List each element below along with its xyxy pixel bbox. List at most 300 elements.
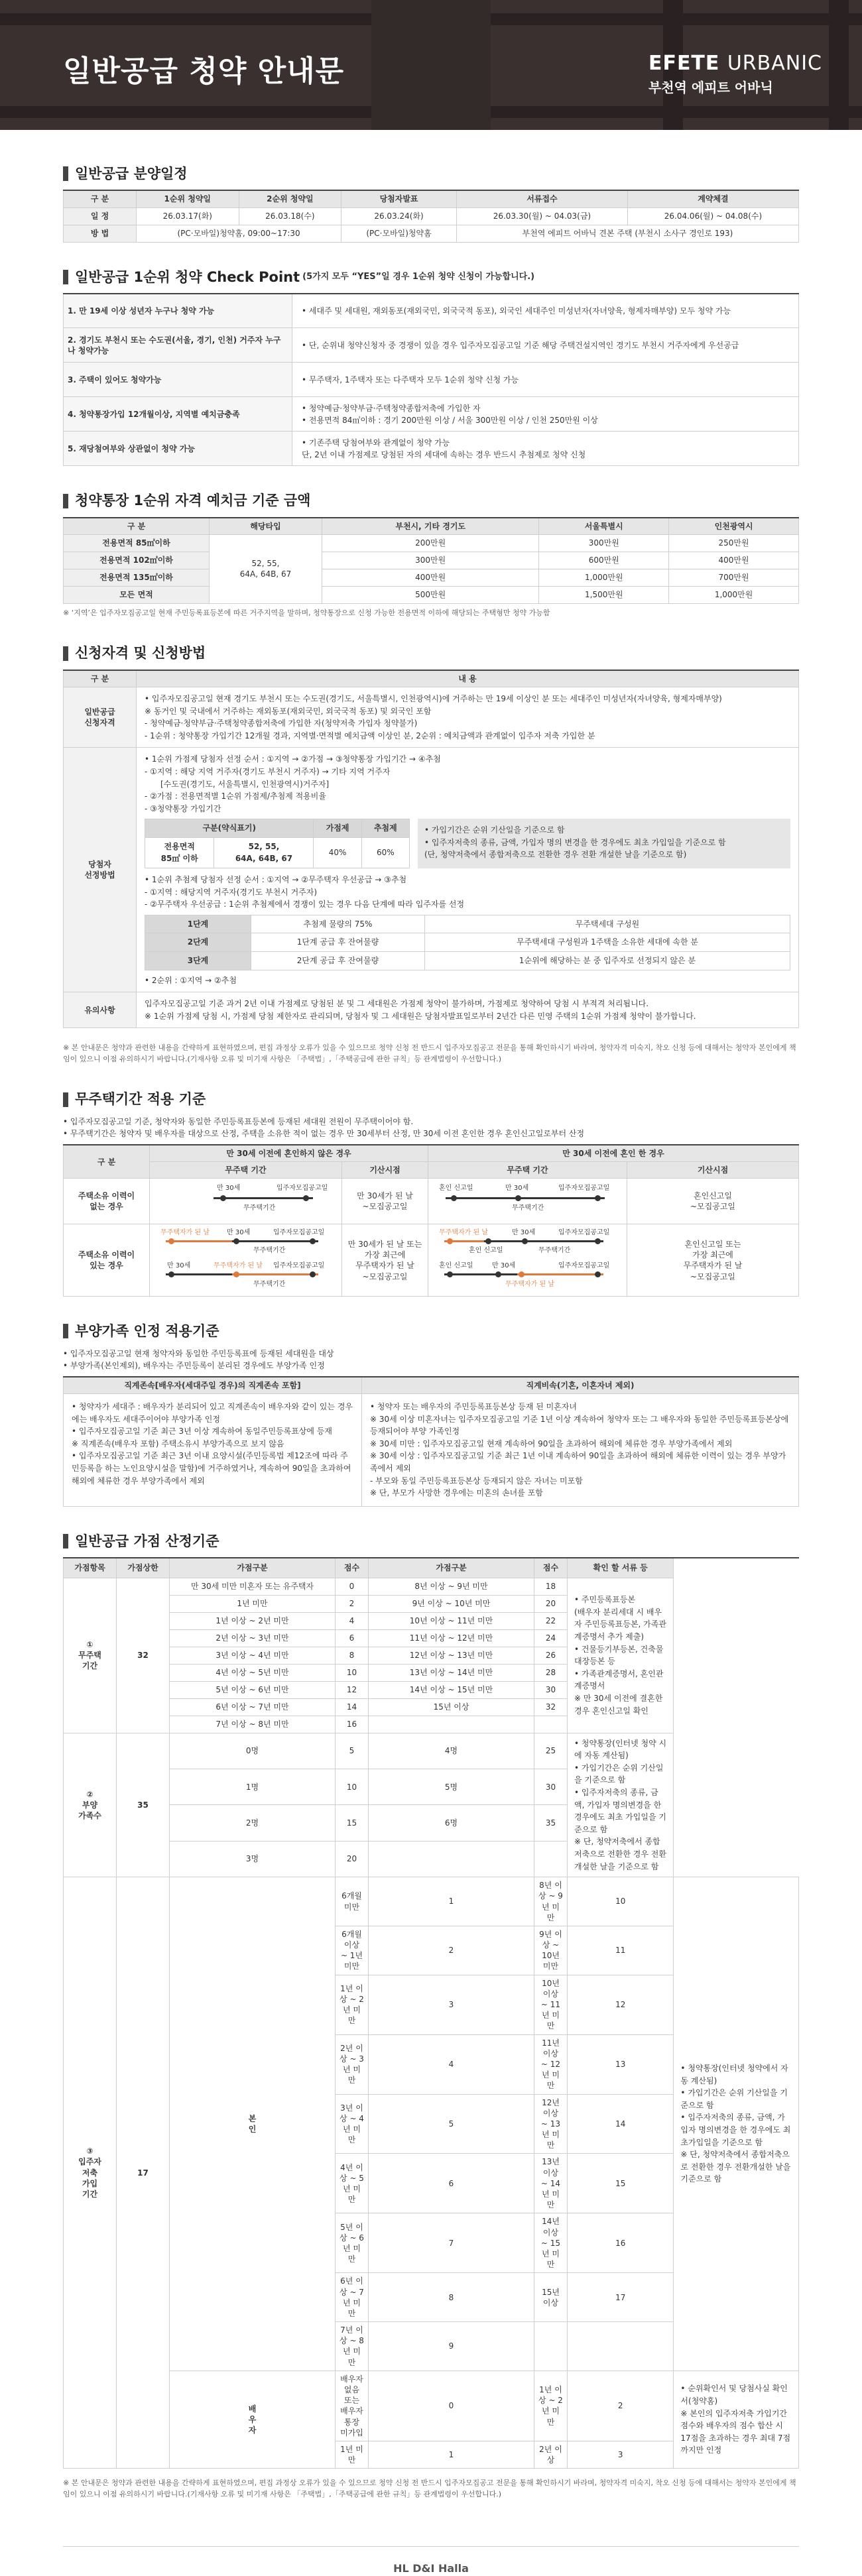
check-label: 2. 경기도 부천시 또는 수도권(서울, 경기, 인천) 거주자 누구나 청약가능: [64, 328, 292, 363]
schedule-title: 일반공급 분양일정: [75, 166, 188, 182]
deposit-header: 해당타입: [210, 518, 322, 535]
text-line: 입주자모집공고일 기준 과거 2년 이내 가점제로 당첨된 분 및 그 세대원은 가점제 청약이 불가하며, 가점제로 청약하여 당첨 시 부적격 처리됩니다.: [145, 999, 649, 1009]
timeline-label: 만 30세: [505, 1185, 529, 1193]
timeline-label: 무주택자가 된 날: [439, 1229, 488, 1237]
cell: 4명: [369, 1733, 534, 1769]
cell: 1,000만원: [539, 569, 669, 586]
cell: 17: [568, 2273, 674, 2322]
req-content: [137, 992, 799, 1028]
check-label: 5. 재당첨여부와 상관없이 청약 가능: [64, 432, 292, 466]
score-title: 일반공급 가점 산정기준: [75, 1533, 219, 1549]
cell: 15년 이상: [534, 2273, 568, 2322]
cell: 만 30세 미만 미혼자 또는 유주택자: [170, 1578, 336, 1595]
ratio-table: [145, 819, 410, 868]
cell: 24: [534, 1629, 568, 1647]
cell: 1년 이상 ~ 2년 미만: [336, 1975, 369, 2034]
text-line: • 주민등록표등본: [574, 1595, 636, 1605]
cell: 500만원: [322, 586, 539, 603]
cell: 8년 이상 ~ 9년 미만: [369, 1578, 534, 1595]
timeline-label: 만 30세: [512, 1229, 536, 1237]
section-bar: [63, 646, 68, 661]
table-row: [64, 586, 799, 603]
cell: 12: [336, 1681, 369, 1698]
timeline-label: 무주택기간: [253, 1247, 286, 1255]
cell: [534, 2322, 568, 2371]
deposit-header: 구 분: [64, 518, 210, 535]
check-body: • 세대주 및 세대원, 재외동포(재외국민, 외국국적 동포), 외국인 세대주인 미성년자(자녀양육, 형제자매부양) 모두 청약 가능: [292, 294, 799, 328]
sub-label: 본 인: [170, 1877, 336, 2371]
req-header: 내 용: [137, 670, 799, 687]
row-label: 유의사항: [64, 992, 137, 1028]
table-row: [64, 1664, 799, 1681]
check-body: • 기존주택 당첨여부와 관계없이 청약 가능 단, 2년 이내 가점제로 당첨된 자의 세대에 속하는 경우 반드시 추첨제로 청약 신청: [292, 432, 799, 466]
table-row: [64, 534, 799, 552]
score-header: 가점항목: [64, 1558, 117, 1578]
cell: 13년 이상 ~ 14년 미만: [534, 2154, 568, 2213]
score-header: 가점상한: [117, 1558, 170, 1578]
cell: 30: [534, 1681, 568, 1698]
cell: 2: [369, 1926, 534, 1975]
cell: 30: [534, 1769, 568, 1805]
timeline: [150, 1224, 342, 1297]
brand-ko: 부천역 에피트 어바닉: [648, 79, 773, 95]
text-line: • 입주자모집공고일 현재 경기도 부천시 또는 수도권(경기도, 서울특별시, 인천광역시)에 거주하는 만 19세 이상인 분 또는 세대주인 미성년자(자녀양육, 형제자매부양): [145, 693, 722, 703]
cell: 400만원: [669, 552, 799, 569]
cell: 6명: [369, 1805, 534, 1841]
cell: 1,500만원: [539, 586, 669, 603]
table-row: [64, 1224, 799, 1297]
cell: 1년 이상 ~ 2년 미만: [170, 1612, 336, 1629]
dependents-section: [63, 1322, 799, 1506]
cell: 1,000만원: [669, 586, 799, 603]
cell: 8: [336, 1647, 369, 1664]
table-row: [145, 915, 790, 933]
cell: 배우자 없음 또는 배우자 통장 미가입: [336, 2371, 369, 2441]
cell: (PC·모바일)청약홈: [341, 225, 457, 242]
cell: 8년 이상 ~ 9년 미만: [534, 1877, 568, 1926]
group-max: 32: [117, 1578, 170, 1733]
cell: 2년 이상 ~ 3년 미만: [336, 2034, 369, 2094]
section-bar: [63, 1324, 68, 1338]
cell: 9: [369, 2322, 534, 2371]
dep-left: [64, 1394, 362, 1507]
text-line: - 청약예금·청약부금·주택청약종합저축에 가입한 자(청약저축 가입자 청약불가): [145, 719, 418, 729]
group-max: 17: [117, 1877, 170, 2469]
table-row: [64, 1179, 799, 1224]
text-line: ※ 30세 미만 : 입주자모집공고일 현재 계속하여 90일을 초과하여 해외에 체류한 경우 부양가족에서 제외: [370, 1438, 733, 1448]
cell: 0: [336, 1578, 369, 1595]
cell: [568, 2322, 674, 2371]
text-line: ※ 본인의 입주자저축 가입기간 점수와 배우자의 점수 합산 시 17점을 초과하는 경우 최대 7점까지만 인정: [680, 2408, 791, 2455]
cell: 20: [336, 1841, 369, 1877]
text-line: (단, 청약저축에서 종합저축으로 전환한 경우 전환 개설한 날을 기준으로 함): [424, 850, 687, 860]
cell: 25: [534, 1733, 568, 1769]
cell: 28: [534, 1664, 568, 1681]
steps-table: [145, 915, 790, 970]
text-line: • 2순위 : ①지역 → ②추첨: [145, 975, 237, 985]
score-section: [63, 1532, 799, 2500]
score-table: [63, 1557, 799, 2469]
timeline-label: 무주택자가 된 날: [160, 1229, 210, 1237]
text-line: ※ 1순위 가점제 당첨 시, 가점제 당첨 제한자로 관리되며, 당첨자 및 그 세대원은 당첨자발표일로부터 2년간 다른 민영 주택의 1순위 가점제 청약이 불가합니다.: [145, 1011, 696, 1021]
cell: 6: [369, 2154, 534, 2213]
text-line: - ③청약통장 가입기간: [145, 803, 221, 813]
cell: 만 30세가 된 날 ~모집공고일: [342, 1179, 428, 1224]
cell: 무주택세대 구성원과 1주택을 소유한 세대에 속한 분: [424, 933, 790, 952]
row-label: 주택소유 이력이 있는 경우: [64, 1224, 150, 1297]
deposit-note: ※ ‘지역’은 입주자모집공고일 현재 주민등록표등본에 따른 거주지역을 말하며, 청약통장으로 신청 가능한 전용면적 이하에 해당되는 주택형만 청약 가능함: [63, 608, 550, 617]
ratio-header: 추첨제: [361, 819, 409, 838]
text-line: ※ 단, 부모가 사망한 경우에는 미혼의 손녀를 포함: [370, 1488, 543, 1498]
cell: 만 30세가 된 날 또는 가장 최근에 무주택자가 된 날 ~모집공고일: [342, 1224, 428, 1297]
deposit-header: 부천시, 기타 경기도: [322, 518, 539, 535]
req-content: [137, 687, 799, 747]
table-row: [64, 294, 799, 328]
text-line: ※ 30세 이상 미혼자녀는 입주자모집공고일 기준 1년 이상 계속하여 청약자 또는 그 배우자와 동일한 주민등록표등본상에 등재되어야 부양 가족인정: [370, 1414, 789, 1436]
sub-label: 배 우 자: [170, 2371, 336, 2469]
cell: 6년 이상 ~ 7년 미만: [170, 1698, 336, 1716]
cell: 11: [568, 1926, 674, 1975]
cell: 7년 이상 ~ 8년 미만: [336, 2322, 369, 2371]
cell: 0명: [170, 1733, 336, 1769]
cell: 14년 이상 ~ 15년 미만: [369, 1681, 534, 1698]
text-line: • 부양가족(본인제외), 배우자는 주민등록이 분리된 경우에도 부양가족 인정: [63, 1361, 325, 1371]
cell: 10년 이상 ~ 11년 미만: [369, 1612, 534, 1629]
dependents-table: [63, 1376, 799, 1507]
nh-header: 만 30세 이전에 혼인하지 않은 경우: [150, 1145, 428, 1162]
text-line: ※ 직계존속(배우자 포함) 주택소유시 부양가족으로 보지 않음: [72, 1438, 284, 1448]
schedule-header: 당첨자발표: [341, 190, 457, 207]
cell: 35: [534, 1805, 568, 1841]
timeline: [150, 1179, 342, 1224]
cell: 1명: [170, 1769, 336, 1805]
deposit-section: [63, 491, 799, 618]
nh-header: 만 30세 이전에 혼인 한 경우: [428, 1145, 799, 1162]
text-line: • 가입기간은 순위 기산일을 기준으로 함: [424, 825, 565, 835]
cell: 20: [534, 1595, 568, 1612]
check-body: • 청약예금·청약부금·주택청약종합저축에 가입한 자 • 전용면적 84㎡이하 : 경기 200만원 이상 / 서울 300만원 이상 / 인천 250만원 이상: [292, 397, 799, 432]
cell: 14년 이상 ~ 15년 미만: [534, 2213, 568, 2273]
group-label: ② 부양 가족수: [64, 1733, 117, 1877]
header-banner: [0, 0, 862, 130]
cell: 11년 이상 ~ 12년 미만: [534, 2034, 568, 2094]
timeline-label: 무주택자가 된 날: [214, 1262, 263, 1270]
text-line: • 입주자모집공고일 기준, 청약자와 동일한 주민등록표등본에 등재된 세대원 전원이 무주택이어야 함.: [63, 1116, 414, 1126]
check-body: • 무주택자, 1주택자 또는 다주택자 모두 1순위 청약 신청 가능: [292, 363, 799, 397]
timeline-label: 혼인 신고일: [439, 1185, 473, 1193]
cell: 11년 이상 ~ 12년 미만: [369, 1629, 534, 1647]
cell: 2: [568, 2371, 674, 2441]
cell: 10: [568, 1877, 674, 1926]
table-row: [64, 1877, 799, 1926]
checkpoint-section: [63, 268, 799, 467]
table-row: [64, 1769, 799, 1805]
timeline-label: 혼인 신고일: [439, 1262, 473, 1270]
cell: 3: [369, 1975, 534, 2034]
text-line: ※ 단, 청약저축에서 종합저축으로 전환한 경우 전환개설한 날을 기준으로 함: [680, 2150, 791, 2184]
cell: 600만원: [539, 552, 669, 569]
nh-header: 기산시점: [342, 1162, 428, 1179]
brand-en: EFETE: [648, 52, 720, 75]
schedule-header: 계약체결: [627, 190, 798, 207]
cell: 5명: [369, 1769, 534, 1805]
cell: 10: [336, 1664, 369, 1681]
timeline-label: 만 30세: [167, 1262, 191, 1270]
check-label: 1. 만 19세 이상 성년자 누구나 청약 가능: [64, 294, 292, 328]
cell: 6: [336, 1629, 369, 1647]
ratio-types: 52, 55, 64A, 64B, 67: [214, 837, 314, 868]
section-bar: [63, 1092, 68, 1107]
deposit-header: 서울특별시: [539, 518, 669, 535]
table-row: [145, 952, 790, 970]
schedule-table: [63, 190, 799, 242]
cell: 1단계 공급 후 잔여물량: [251, 933, 425, 952]
section-bar: [63, 270, 68, 284]
table-row: [145, 933, 790, 952]
text-line: • 가족관계증명서, 혼인관계증명서: [574, 1669, 664, 1691]
timeline-label: 입주자모집공고일: [273, 1229, 325, 1237]
checkpoint-subtitle: (5가지 모두 “YES”일 경우 1순위 청약 신청이 가능합니다.): [302, 271, 535, 282]
cell: 13: [568, 2034, 674, 2094]
ratio-value: 40%: [314, 837, 361, 868]
table-row: [64, 1733, 799, 1769]
timeline-label: 입주자모집공고일: [558, 1185, 610, 1193]
cell: 1년 이상 ~ 2년 미만: [534, 2371, 568, 2441]
dependents-title: 부양가족 인정 적용기준: [75, 1323, 219, 1340]
timeline-label: 만 30세: [227, 1229, 251, 1237]
table-row: [64, 432, 799, 466]
cell: 700만원: [669, 569, 799, 586]
docs-cell: [568, 1578, 674, 1733]
timeline-label: 무주택자가 된 날: [505, 1281, 554, 1289]
cell: 26.03.30(월) ~ 04.03(금): [456, 207, 627, 225]
cell: 15: [336, 1805, 369, 1841]
cell: 8: [369, 2273, 534, 2322]
cell: 0: [369, 2371, 534, 2441]
timeline-label: 무주택기간: [512, 1204, 544, 1212]
table-row: [64, 1394, 799, 1507]
text-line: • 입주자저축의 종류, 금액, 가입자 명의 변경을 한 경우에도 최초 가입일을 기준으로 함: [424, 837, 726, 847]
table-row: [64, 1612, 799, 1629]
cell: 3: [568, 2441, 674, 2468]
cell: 6개월 이상 ~ 1년 미만: [336, 1926, 369, 1975]
nohouse-section: [63, 1090, 799, 1297]
cell: 300만원: [322, 552, 539, 569]
cell: 15: [568, 2154, 674, 2213]
docs-cell: [674, 2371, 799, 2469]
nh-header: 무주택 기간: [428, 1162, 627, 1179]
table-row: [64, 363, 799, 397]
ratio-label: 전용면적 85㎡ 이하: [145, 837, 214, 868]
row-label: 전용면적 102㎡이하: [64, 552, 210, 569]
cell: 32: [534, 1698, 568, 1716]
text-line: ※ 30세 이상 : 입주자모집공고일 기준 최근 1년 이내 계속하여 90일을 초과하여 해외에 체류한 이력이 있는 경우 부양가족에서 제외: [370, 1451, 786, 1473]
schedule-header: 1순위 청약일: [137, 190, 239, 207]
text-line: ※ 만 30세 이전에 결혼한 경우 혼인신고일 확인: [574, 1693, 663, 1716]
table-row: [64, 1578, 799, 1595]
cell: 16: [568, 2213, 674, 2273]
table-row: [64, 207, 799, 225]
cell: 무주택세대 구성원: [424, 915, 790, 933]
cell: 400만원: [322, 569, 539, 586]
schedule-header: 2순위 청약일: [239, 190, 341, 207]
nohouse-title: 무주택기간 적용 기준: [75, 1091, 206, 1108]
deposit-header: 인천광역시: [669, 518, 799, 535]
cell: [534, 1841, 568, 1877]
requirements-title: 신청자격 및 신청방법: [75, 645, 206, 662]
brand-logo: [648, 50, 822, 97]
ratio-header: 가점제: [314, 819, 361, 838]
cell: 7년 이상 ~ 8년 미만: [170, 1716, 336, 1733]
cell: 2: [336, 1595, 369, 1612]
timeline-label: 혼인 신고일: [469, 1247, 503, 1255]
docs-cell: [674, 1877, 799, 2371]
table-row: [64, 1716, 799, 1733]
cell: 3년 이상 ~ 4년 미만: [336, 2094, 369, 2154]
cell: 2년 이상 ~ 3년 미만: [170, 1629, 336, 1647]
cell: 6개월 미만: [336, 1877, 369, 1926]
requirements-note: ※ 본 안내문은 청약과 관련한 내용을 간략하게 표현하였으며, 편집 과정상 오류가 있을 수 있으므로 청약 신청 전 반드시 입주자모집공고 전문을 통해 확인하시기 바라며, 청약자격 미숙지, 착오 신청 등에 대해서는 청약자 본인에게 책임이 있으니 이점 유의하시기 바랍니다.(기재사항 오류 및 미기재 사항은 「주택법」,「주택공급에 관한 규칙」등 관계법령이 우선합니다.): [63, 1043, 796, 1063]
page-title: 일반공급 청약 안내문: [63, 54, 345, 88]
timeline-label: 만 30세: [492, 1262, 516, 1270]
cell: 26.03.24(화): [341, 207, 457, 225]
cell: 4: [369, 2034, 534, 2094]
section-bar: [63, 1534, 68, 1549]
deposit-table: [63, 517, 799, 604]
cell: 1년 미만: [336, 2441, 369, 2468]
score-header: 가점구분: [170, 1558, 336, 1578]
table-row: [64, 748, 799, 992]
table-row: [64, 1595, 799, 1612]
step-label: 3단계: [145, 952, 251, 970]
cell: 12: [568, 1975, 674, 2034]
schedule-header: 구 분: [64, 190, 137, 207]
cell: 4년 이상 ~ 5년 미만: [336, 2154, 369, 2213]
group-max: 35: [117, 1733, 170, 1877]
table-row: [64, 1681, 799, 1698]
schedule-section: [63, 164, 799, 243]
cell: 5년 이상 ~ 6년 미만: [336, 2213, 369, 2273]
deposit-title: 청약통장 1순위 자격 예치금 기준 금액: [75, 493, 311, 509]
requirements-table: [63, 670, 799, 1029]
ratio-value: 60%: [361, 837, 409, 868]
score-header: 점수: [534, 1558, 568, 1578]
nh-header: 구 분: [64, 1145, 150, 1179]
docs-cell: [568, 1733, 674, 1877]
row-label: 모든 면적: [64, 586, 210, 603]
step-label: 1단계: [145, 915, 251, 933]
text-line: ※ 동거인 및 국내에서 거주하는 재외동포(재외국민, 외국국적 동포) 및 외국인 포함: [145, 706, 432, 716]
table-row: [64, 1629, 799, 1647]
cell: 9년 이상 ~ 10년 미만: [534, 1926, 568, 1975]
cell: 5: [369, 2094, 534, 2154]
step-label: 2단계: [145, 933, 251, 952]
cell: 1순위에 해당하는 분 중 입주자로 선정되지 않은 분: [424, 952, 790, 970]
cell: 300만원: [539, 534, 669, 552]
nohouse-table: [63, 1144, 799, 1297]
table-row: [64, 225, 799, 242]
text-line: • 입주자모집공고일 기준 최근 3년 이상 계속하여 동일주민등록표상에 등재: [72, 1427, 332, 1436]
group-label: ③ 입주자 저축 가입 기간: [64, 1877, 117, 2469]
cell: 250만원: [669, 534, 799, 552]
text-line: • 순위확인서 및 당첨사실 확인서(청약홈): [680, 2384, 788, 2406]
cell: 추첨제 물량의 75%: [251, 915, 425, 933]
timeline-label: 무주택기간: [253, 1281, 286, 1289]
timeline-label: 입주자모집공고일: [273, 1262, 325, 1270]
check-body: • 단, 순위내 청약신청자 중 경쟁이 있을 경우 입주자모집공고일 기준 해당 주택건설지역인 경기도 부천시 거주자에게 우선공급: [292, 328, 799, 363]
cell: 1: [369, 2441, 534, 2468]
section-bar: [63, 494, 68, 508]
cell: 10: [336, 1769, 369, 1805]
row-label: 일 정: [64, 207, 137, 225]
text-line: • 청약통장(인터넷 청약 시에 자동 계산됨): [574, 1738, 667, 1761]
dep-right: [362, 1394, 799, 1507]
text-line: • 청약자 또는 배우자의 주민등록표등본상 등재 된 미혼자녀: [370, 1402, 577, 1412]
dep-header: 직계비속(기혼, 이혼자녀 제외): [362, 1377, 799, 1394]
cell: 2명: [170, 1805, 336, 1841]
text-line: - ①지역 : 해당 지역 거주자(경기도 부천시 거주자) → 기타 지역 거주자: [145, 766, 391, 776]
check-label: 4. 청약통장가입 12개월이상, 지역별 예치금충족: [64, 397, 292, 432]
cell: 22: [534, 1612, 568, 1629]
schedule-header: 서류접수: [456, 190, 627, 207]
text-line: - ②무주택자 우선공급 : 1순위 추첨제에서 경쟁이 있는 경우 다음 단계에 따라 입주자를 선정: [145, 900, 465, 909]
cell: [369, 1716, 534, 1733]
table-row: [64, 1841, 799, 1877]
group-label: ① 무주택 기간: [64, 1578, 117, 1733]
cell: 6년 이상 ~ 7년 미만: [336, 2273, 369, 2322]
timeline-label: 무주택기간: [243, 1204, 276, 1212]
timeline-label: 무주택기간: [538, 1247, 571, 1255]
footer-logo: HL D&I Halla: [63, 2546, 799, 2576]
row-label: 방 법: [64, 225, 137, 242]
table-row: [64, 2371, 799, 2441]
table-row: [64, 992, 799, 1028]
req-header: 구 분: [64, 670, 137, 687]
text-line: • 입주자저축의 종류, 금액, 가입자 명의변경을 한 경우에도 최초가입일을 기준으로 함: [680, 2113, 791, 2147]
text-line: - ②가점 : 전용면적별 1순위 가점제/추첨제 적용비율: [145, 791, 326, 801]
table-row: [64, 552, 799, 569]
text-line: - ①지역 : 해당지역 거주자(경기도 부천시 거주자): [145, 887, 318, 897]
deposit-types: 52, 55, 64A, 64B, 67: [210, 534, 322, 603]
cell: 3명: [170, 1841, 336, 1877]
cell: 2년 이상: [534, 2441, 568, 2468]
text-line: - 부모와 동일 주민등록표등본상 등재되지 않은 자녀는 미포함: [370, 1476, 583, 1486]
row-label: 전용면적 85㎡이하: [64, 534, 210, 552]
score-header: 확인 할 서류 등: [568, 1558, 674, 1578]
table-row: [64, 569, 799, 586]
timeline-label: 만 30세: [217, 1185, 241, 1193]
section-bar: [63, 166, 68, 181]
cell: (PC·모바일)청약홈, 09:00~17:30: [137, 225, 341, 242]
cell: 4: [336, 1612, 369, 1629]
text-line: • 건물등기부등본, 건축물대장등본 등: [574, 1644, 664, 1667]
cell: 26.03.17(화): [137, 207, 239, 225]
req-content: [137, 748, 799, 992]
row-label: 주택소유 이력이 없는 경우: [64, 1179, 150, 1224]
cell: 18: [534, 1578, 568, 1595]
cell: 14: [336, 1698, 369, 1716]
cell: 혼인신고일 또는 가장 최근에 무주택자가 된 날 ~모집공고일: [627, 1224, 799, 1297]
cell: 12년 이상 ~ 13년 미만: [534, 2094, 568, 2154]
text-line: • 가입기간은 순위 기산일을 기준으로 함: [680, 2088, 788, 2110]
table-row: [64, 397, 799, 432]
check-label: 3. 주택이 있어도 청약가능: [64, 363, 292, 397]
score-note: ※ 본 안내문은 청약과 관련한 내용을 간략하게 표현하였으며, 편집 과정상 오류가 있을 수 있으므로 청약 신청 전 반드시 입주자모집공고 전문을 통해 확인하시기 바라며, 청약자격 미숙지, 착오 신청 등에 대해서는 청약자 본인에게 책임이 있으니 이점 유의하시기 바랍니다.(기재사항 오류 및 미기재 사항은 「주택법」,「주택공급에 관한 규칙」등 관계법령이 우선합니다.): [63, 2479, 796, 2498]
brand-en2: URBANIC: [727, 52, 822, 75]
cell: 26: [534, 1647, 568, 1664]
text-line: • 1순위 추첨제 당첨자 선정 순서 : ①지역 → ②무주택자 우선공급 → ③추첨: [145, 875, 407, 885]
text-line: • 가입기간은 순위 기산일을 기준으로 함: [574, 1763, 664, 1785]
